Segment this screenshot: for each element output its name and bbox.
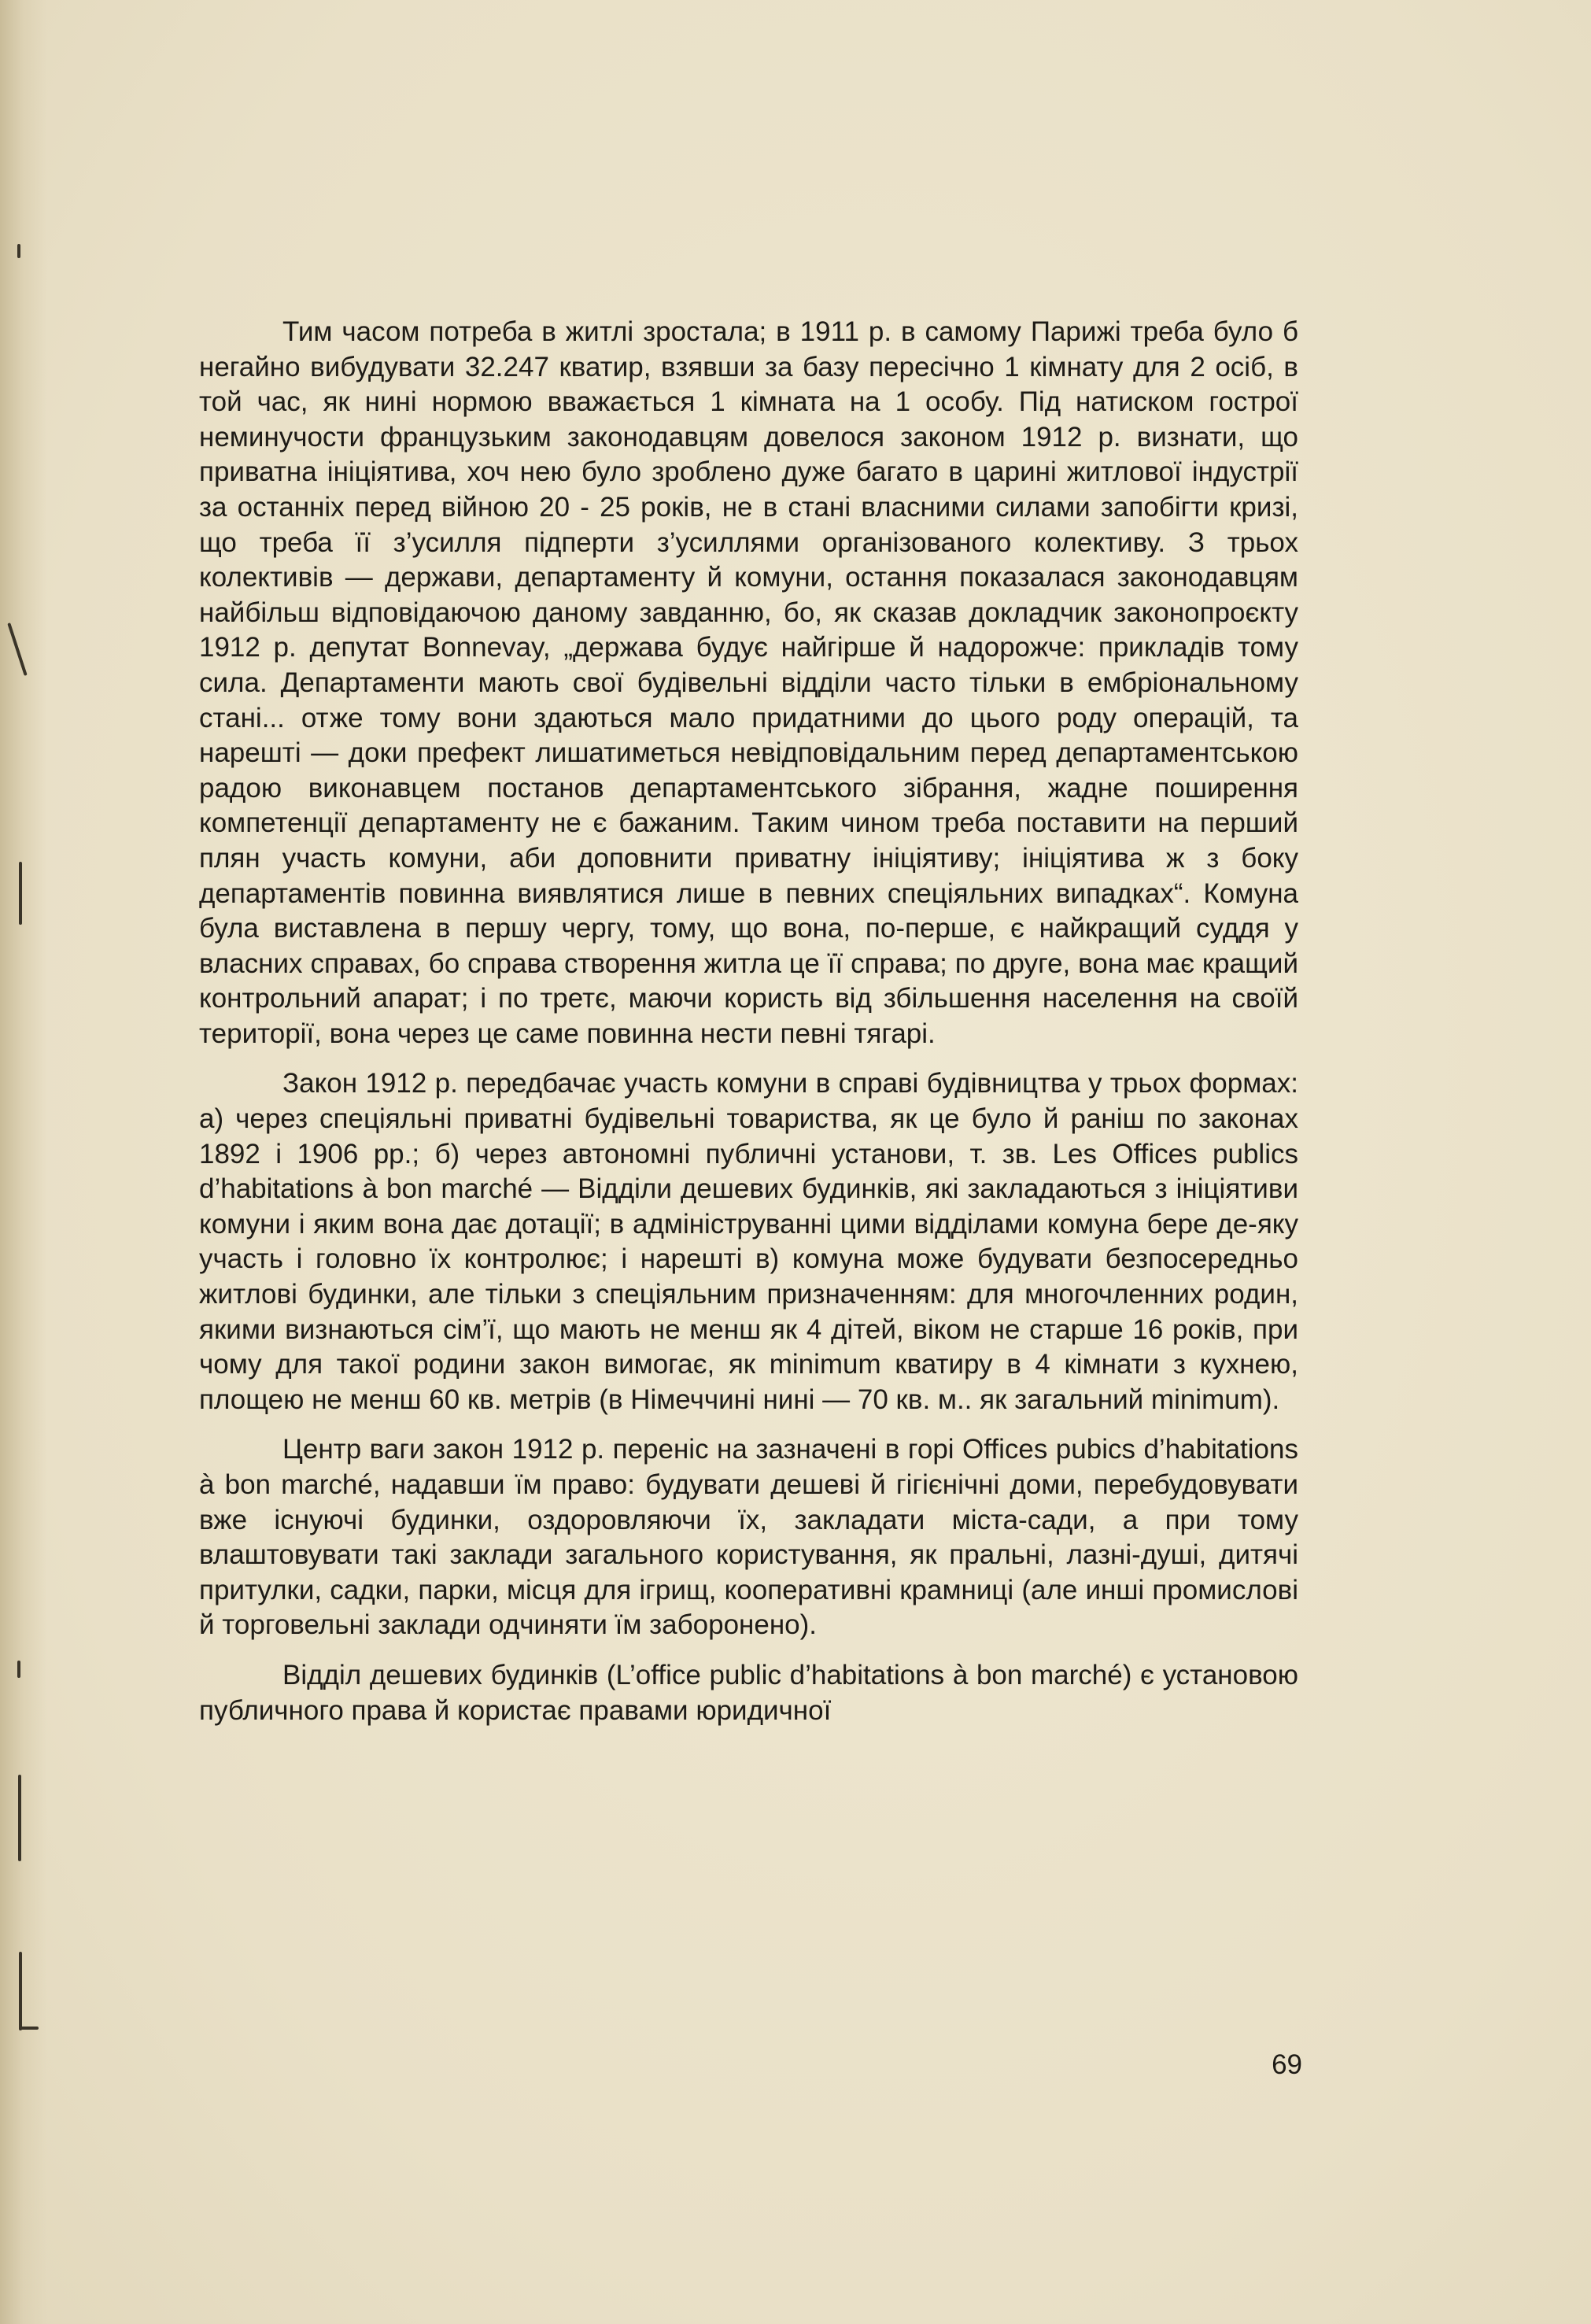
paragraph-3: Центр ваги закон 1912 р. переніс на зазначені в горі Offices pubics d’habitations à bon marché, надавши їм право: будувати дешеві й гігієнічні доми, перебудовувати вже існуючі будинки, оздоровляючи їх, закладати міста-сади, а при тому влаштовувати такі заклади загального користування, як пральні, лазні-душі, дитячі притулки, садки, парки, місця для ігрищ, кооперативні крамниці (але инші промислові й торговельні заклади одчиняти їм заборонено). xyxy=(199,1434,1298,1641)
paragraph-1: Тим часом потреба в житлі зростала; в 1911 р. в самому Парижі треба було б негайно вибудувати 32.247 кватир, взявши за базу пересічно 1 кімнату для 2 осіб, в той час, як нині нормою вважається 1 кімната на 1 особу. Під натиском гострої неминучости французьким законодавцям довелося законом 1912 р. визнати, що приватна ініціятива, хоч нею було зроблено дуже багато в царині житлової індустрії за останніх перед війною 20 - 25 років, не в стані власними силами запобігти кризі, що треба її з’усилля підперти з’усиллями організованого колективу. З трьох колективів — держави, департаменту й комуни, остання показалася законодавцям найбільш відповідаючою даному завданню, бо, як сказав докладчик законопроєкту 1912 р. депутат Bonnevay, „держава будує найгірше й надорожче: прикладів тому сила. Департаменти мають свої будівельні відділи часто тільки в ембріональному стані... отже тому вони здаються мало придатними до цього роду операцій, та нарешті — доки префект лишатиметься невідповідальним перед департаментською радою виконавцем постанов департаментського зібрання, жадне поширення компетенції департаменту не є бажаним. Таким чином треба поставити на перший плян участь комуни, аби доповнити приватну ініціятиву; ініціятива ж з боку департаментів повинна виявлятися лише в певних спеціяльних випадках“. Комуна була виставлена в першу чергу, тому, що вона, по-перше, є найкращий суддя у власних справах, бо справа створення житла це її справа; по друге, вона має кращий контрольний апарат; і по третє, маючи користь від збільшення населення на своїй території, вона через це саме повинна нести певні тягарі. xyxy=(199,316,1298,1049)
binding-mark xyxy=(19,1952,22,2030)
binding-mark xyxy=(17,244,20,258)
body-text xyxy=(199,315,1298,1743)
page-number: 69 xyxy=(1272,2049,1302,2080)
binding-mark xyxy=(18,1775,21,1861)
binding-mark xyxy=(17,1661,20,1678)
binding-mark xyxy=(20,2027,39,2030)
paragraph-2: Закон 1912 р. передбачає участь комуни в справі будівництва у трьох формах: а) через спеціяльні приватні будівельні товариства, як це було й раніш по законах 1892 і 1906 рр.; б) через автономні публичні установи, т. зв. Les Offices publics d’habitations à bon marché — Відділи дешевих будинків, які закладаються з ініціятиви комуни і яким вона дає дотації; в адмініструванні цими відділами комуна бере де-яку участь і головно їх контролює; і нарешті в) комуна може будувати безпосередньо житлові будинки, але тільки з спеціяльним призначенням: для многочленних родин, якими визнаються сім’ї, що мають не менш як 4 дітей, віком не старше 16 років, при чому для такої родини закон вимогає, як minimum кватиру в 4 кімнати з кухнею, площею не менш 60 кв. метрів (в Німеччині нині — 70 кв. м.. як загальний minimum). xyxy=(199,1068,1298,1415)
binding-shadow xyxy=(0,0,47,2324)
binding-mark xyxy=(19,862,22,925)
paragraph-4: Відділ дешевих будинків (L’office public d’habitations à bon marché) є установою публичного права й користає правами юридичної xyxy=(199,1659,1298,1726)
